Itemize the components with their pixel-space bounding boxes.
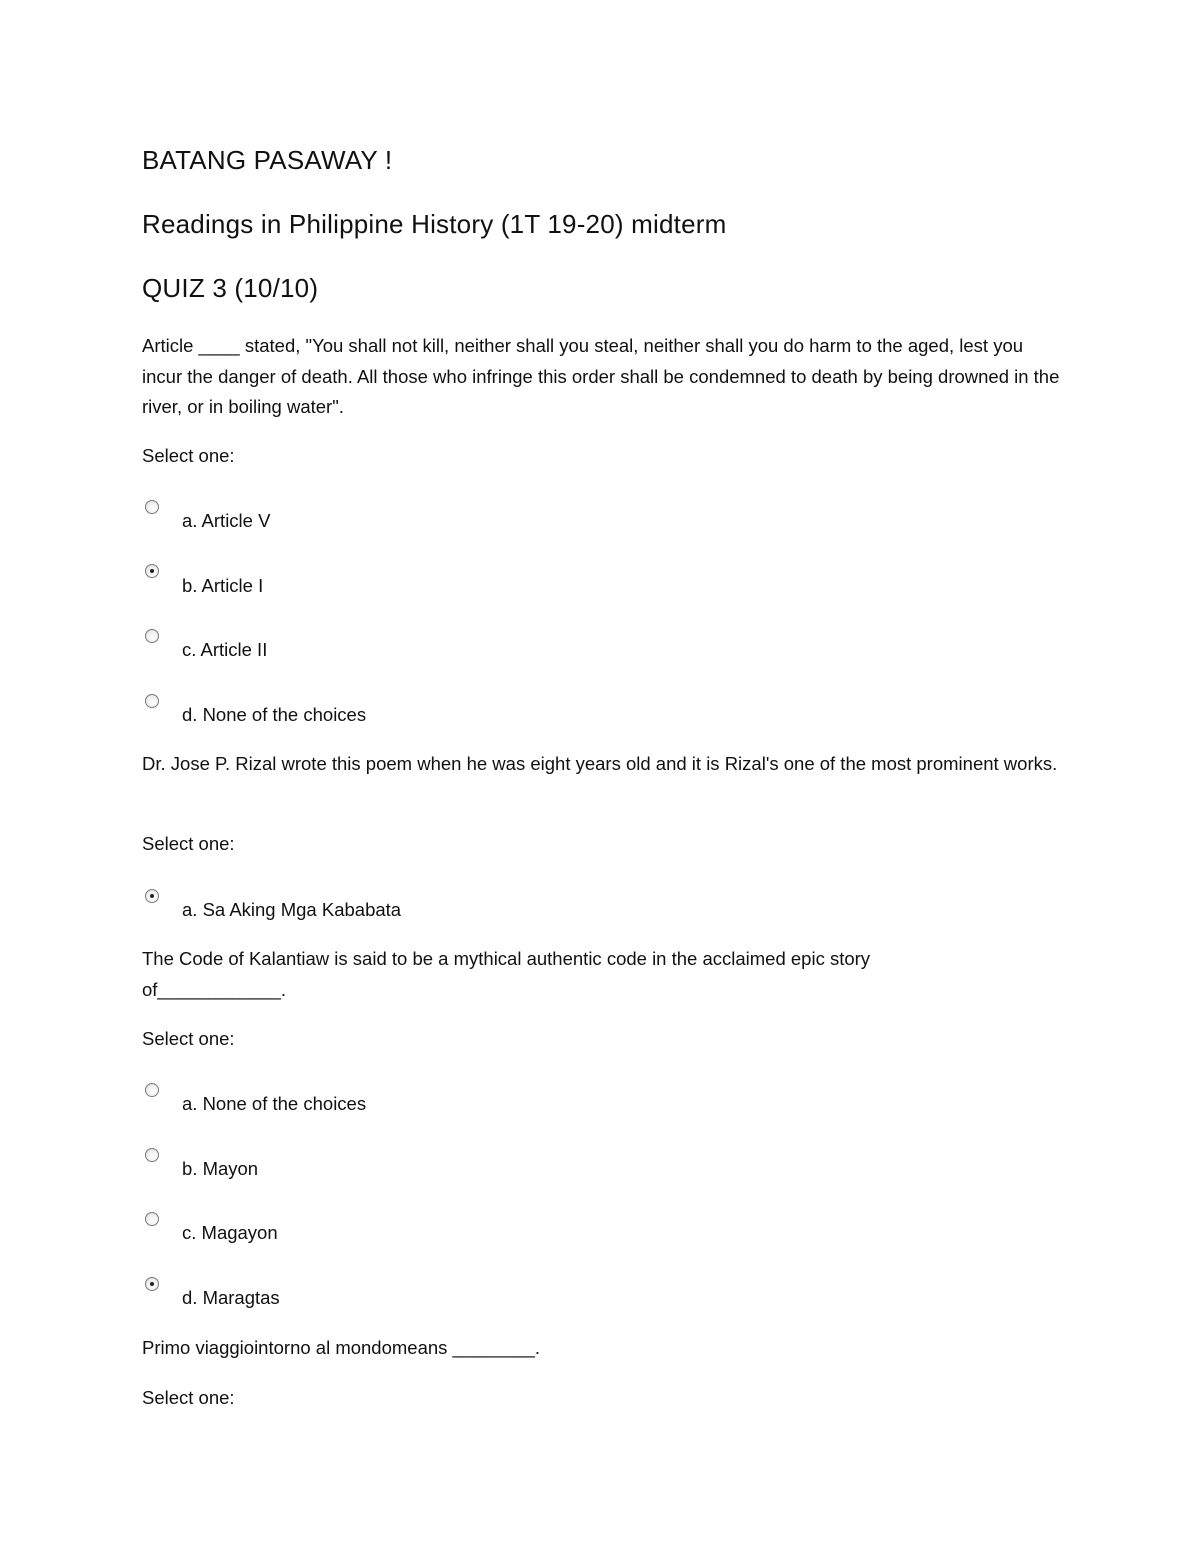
q1-option-d-label: d. None of the choices (182, 704, 367, 725)
q2-option-a-radio[interactable] (145, 889, 159, 903)
course-title: Readings in Philippine History (1T 19-20) midterm (142, 209, 727, 239)
q1-option-c-label: c. Article II (182, 639, 268, 660)
question-3-text: The Code of Kalantiaw is said to be a mythical authentic code in the acclaimed epic story of____________. (142, 948, 871, 1000)
q2-option-a-label: a. Sa Aking Mga Kababata (182, 899, 402, 920)
q3-option-b-radio[interactable] (145, 1148, 159, 1162)
question-1-text: Article ____ stated, "You shall not kill, neither shall you steal, neither shall you do harm to the aged, lest you incur the danger of death. All those who infringe this order shall be condemned to death by being drowned in the river, or in boiling water". (142, 335, 1060, 417)
q1-option-b-radio[interactable] (145, 564, 159, 578)
question-3-prompt: Select one: (142, 1028, 235, 1049)
quiz-title: QUIZ 3 (10/10) (142, 273, 319, 303)
document-title: BATANG PASAWAY ! (142, 145, 393, 175)
q1-option-d-radio[interactable] (145, 694, 159, 708)
q1-option-c-radio[interactable] (145, 629, 159, 643)
q1-option-a-radio[interactable] (145, 500, 159, 514)
question-2-prompt: Select one: (142, 833, 235, 854)
q3-option-d-label: d. Maragtas (182, 1287, 280, 1308)
q3-option-c-label: c. Magayon (182, 1222, 278, 1243)
question-2-text: Dr. Jose P. Rizal wrote this poem when he was eight years old and it is Rizal's one of the most prominent works. (142, 753, 1058, 774)
q3-option-d-radio[interactable] (145, 1277, 159, 1291)
question-4-prompt: Select one: (142, 1387, 235, 1408)
q3-option-a-label: a. None of the choices (182, 1093, 367, 1114)
q1-option-a-label: a. Article V (182, 510, 271, 531)
q1-option-b-label: b. Article I (182, 575, 264, 596)
q3-option-b-label: b. Mayon (182, 1158, 259, 1179)
q3-option-a-radio[interactable] (145, 1083, 159, 1097)
question-1-prompt: Select one: (142, 445, 235, 466)
q3-option-c-radio[interactable] (145, 1212, 159, 1226)
question-4-text: Primo viaggiointorno al mondomeans ________. (142, 1337, 541, 1358)
